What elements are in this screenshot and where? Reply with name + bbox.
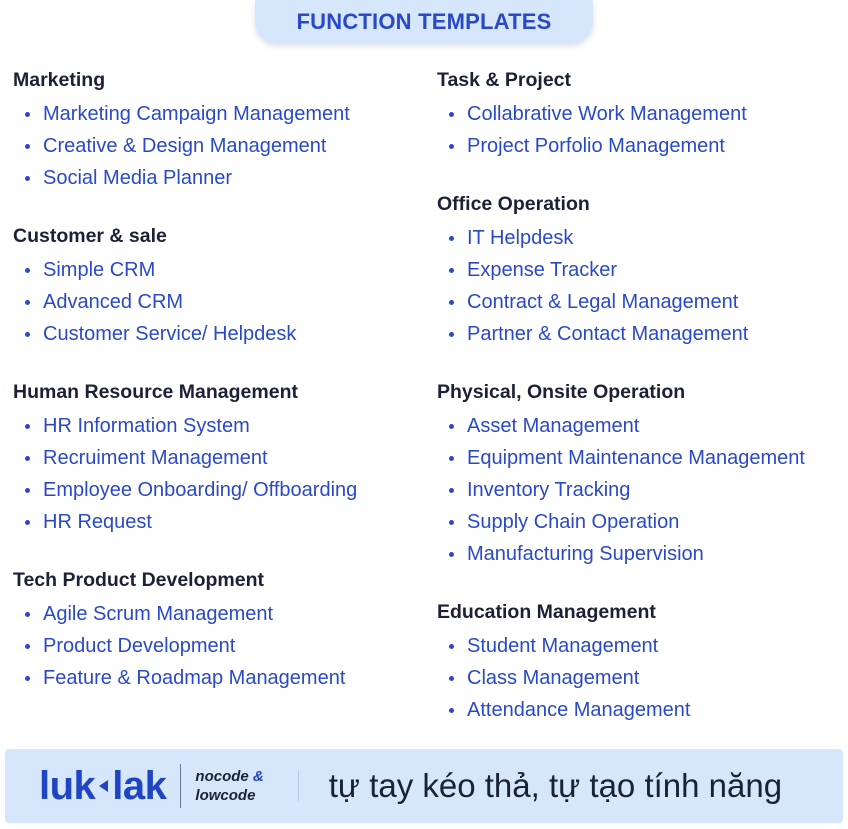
bullet-icon bbox=[449, 144, 454, 149]
luklak-logo bbox=[39, 764, 166, 809]
template-label: IT Helpdesk bbox=[467, 227, 574, 249]
section-title: Task & Project bbox=[437, 69, 572, 91]
template-label: Recruiment Management bbox=[43, 447, 268, 469]
template-label: HR Information System bbox=[43, 415, 250, 437]
slogan: tự tay kéo thả, tự tạo tính năng bbox=[328, 767, 783, 804]
bullet-icon bbox=[25, 300, 30, 305]
footer-banner bbox=[5, 749, 843, 823]
template-label: Supply Chain Operation bbox=[467, 511, 680, 533]
template-label: Manufacturing Supervision bbox=[467, 543, 704, 565]
template-label: HR Request bbox=[43, 511, 152, 533]
tagline-ampersand: & bbox=[252, 768, 264, 785]
bullet-icon bbox=[449, 424, 454, 429]
template-section bbox=[13, 378, 413, 538]
template-label: Feature & Roadmap Management bbox=[43, 667, 346, 689]
template-link[interactable] bbox=[13, 474, 413, 506]
tagline-lowcode: lowcode bbox=[195, 787, 256, 804]
bullet-icon bbox=[449, 236, 454, 241]
left-column bbox=[13, 66, 413, 694]
template-link[interactable] bbox=[13, 662, 413, 694]
logo-tagline bbox=[195, 767, 263, 805]
bullet-icon bbox=[449, 708, 454, 713]
template-label: Class Management bbox=[467, 667, 640, 689]
template-list bbox=[13, 410, 413, 538]
template-link[interactable] bbox=[13, 410, 413, 442]
template-link[interactable] bbox=[13, 318, 413, 350]
template-link[interactable] bbox=[437, 98, 842, 130]
template-label: Expense Tracker bbox=[467, 259, 618, 281]
template-label: Social Media Planner bbox=[43, 167, 232, 189]
bullet-icon bbox=[25, 268, 30, 273]
template-link[interactable] bbox=[13, 254, 413, 286]
bullet-icon bbox=[449, 268, 454, 273]
template-label: Marketing Campaign Management bbox=[43, 103, 350, 125]
template-label: Partner & Contact Management bbox=[467, 323, 749, 345]
template-link[interactable] bbox=[13, 506, 413, 538]
template-link[interactable] bbox=[13, 130, 413, 162]
bullet-icon bbox=[449, 552, 454, 557]
template-list bbox=[437, 410, 842, 570]
template-link[interactable] bbox=[13, 162, 413, 194]
template-link[interactable] bbox=[437, 222, 842, 254]
header-banner bbox=[255, 0, 593, 43]
bullet-icon bbox=[449, 488, 454, 493]
template-link[interactable] bbox=[437, 474, 842, 506]
template-list bbox=[437, 222, 842, 350]
template-list bbox=[437, 630, 842, 726]
bullet-icon bbox=[449, 112, 454, 117]
template-list bbox=[13, 98, 413, 194]
logo-text-right: lak bbox=[112, 763, 167, 808]
bullet-icon bbox=[449, 676, 454, 681]
template-link[interactable] bbox=[437, 694, 842, 726]
template-link[interactable] bbox=[437, 538, 842, 570]
section-title: Customer & sale bbox=[13, 225, 167, 247]
template-section bbox=[437, 66, 842, 162]
template-link[interactable] bbox=[13, 630, 413, 662]
section-title: Human Resource Management bbox=[13, 381, 298, 403]
template-label: Advanced CRM bbox=[43, 291, 184, 313]
template-link[interactable] bbox=[437, 662, 842, 694]
logo-text-left: luk bbox=[39, 763, 96, 808]
template-link[interactable] bbox=[437, 630, 842, 662]
bullet-icon bbox=[25, 112, 30, 117]
template-link[interactable] bbox=[13, 598, 413, 630]
template-label: Contract & Legal Management bbox=[467, 291, 739, 313]
template-link[interactable] bbox=[437, 442, 842, 474]
template-label: Collabrative Work Management bbox=[467, 103, 747, 125]
template-label: Product Development bbox=[43, 635, 236, 657]
bullet-icon bbox=[449, 644, 454, 649]
template-label: Simple CRM bbox=[43, 259, 156, 281]
template-link[interactable] bbox=[437, 410, 842, 442]
template-link[interactable] bbox=[437, 506, 842, 538]
template-label: Customer Service/ Helpdesk bbox=[43, 323, 297, 345]
section-title: Tech Product Development bbox=[13, 569, 265, 591]
template-link[interactable] bbox=[437, 130, 842, 162]
template-section bbox=[437, 598, 842, 726]
bullet-icon bbox=[25, 144, 30, 149]
template-label: Equipment Maintenance Management bbox=[467, 447, 805, 469]
template-list bbox=[13, 598, 413, 694]
bullet-icon bbox=[25, 488, 30, 493]
bullet-icon bbox=[449, 456, 454, 461]
template-label: Employee Onboarding/ Offboarding bbox=[43, 479, 358, 501]
template-link[interactable] bbox=[13, 286, 413, 318]
bullet-icon bbox=[449, 300, 454, 305]
bullet-icon bbox=[449, 520, 454, 525]
template-link[interactable] bbox=[437, 318, 842, 350]
section-title: Physical, Onsite Operation bbox=[437, 381, 686, 403]
tagline-nocode: nocode bbox=[195, 768, 249, 785]
template-link[interactable] bbox=[13, 98, 413, 130]
template-label: Attendance Management bbox=[467, 699, 691, 721]
template-section bbox=[13, 66, 413, 194]
logo-divider bbox=[180, 764, 181, 808]
template-label: Asset Management bbox=[467, 415, 640, 437]
section-title: Office Operation bbox=[437, 193, 590, 215]
template-label: Student Management bbox=[467, 635, 659, 657]
footer-separator bbox=[298, 771, 299, 801]
page-title: FUNCTION TEMPLATES bbox=[296, 8, 552, 34]
template-link[interactable] bbox=[13, 442, 413, 474]
template-label: Inventory Tracking bbox=[467, 479, 631, 501]
template-section bbox=[437, 378, 842, 570]
template-section bbox=[13, 566, 413, 694]
bullet-icon bbox=[449, 332, 454, 337]
bullet-icon bbox=[25, 332, 30, 337]
logo-arrow-icon bbox=[99, 780, 108, 792]
template-label: Agile Scrum Management bbox=[43, 603, 274, 625]
template-label: Creative & Design Management bbox=[43, 135, 327, 157]
template-link[interactable] bbox=[437, 254, 842, 286]
bullet-icon bbox=[25, 676, 30, 681]
bullet-icon bbox=[25, 176, 30, 181]
bullet-icon bbox=[25, 644, 30, 649]
template-link[interactable] bbox=[437, 286, 842, 318]
section-title: Marketing bbox=[13, 69, 106, 91]
bullet-icon bbox=[25, 456, 30, 461]
template-list bbox=[437, 98, 842, 162]
template-section bbox=[13, 222, 413, 350]
section-title: Education Management bbox=[437, 601, 656, 623]
template-list bbox=[13, 254, 413, 350]
bullet-icon bbox=[25, 424, 30, 429]
bullet-icon bbox=[25, 520, 30, 525]
bullet-icon bbox=[25, 612, 30, 617]
template-section bbox=[437, 190, 842, 350]
right-column bbox=[437, 66, 842, 754]
template-label: Project Porfolio Management bbox=[467, 135, 725, 157]
